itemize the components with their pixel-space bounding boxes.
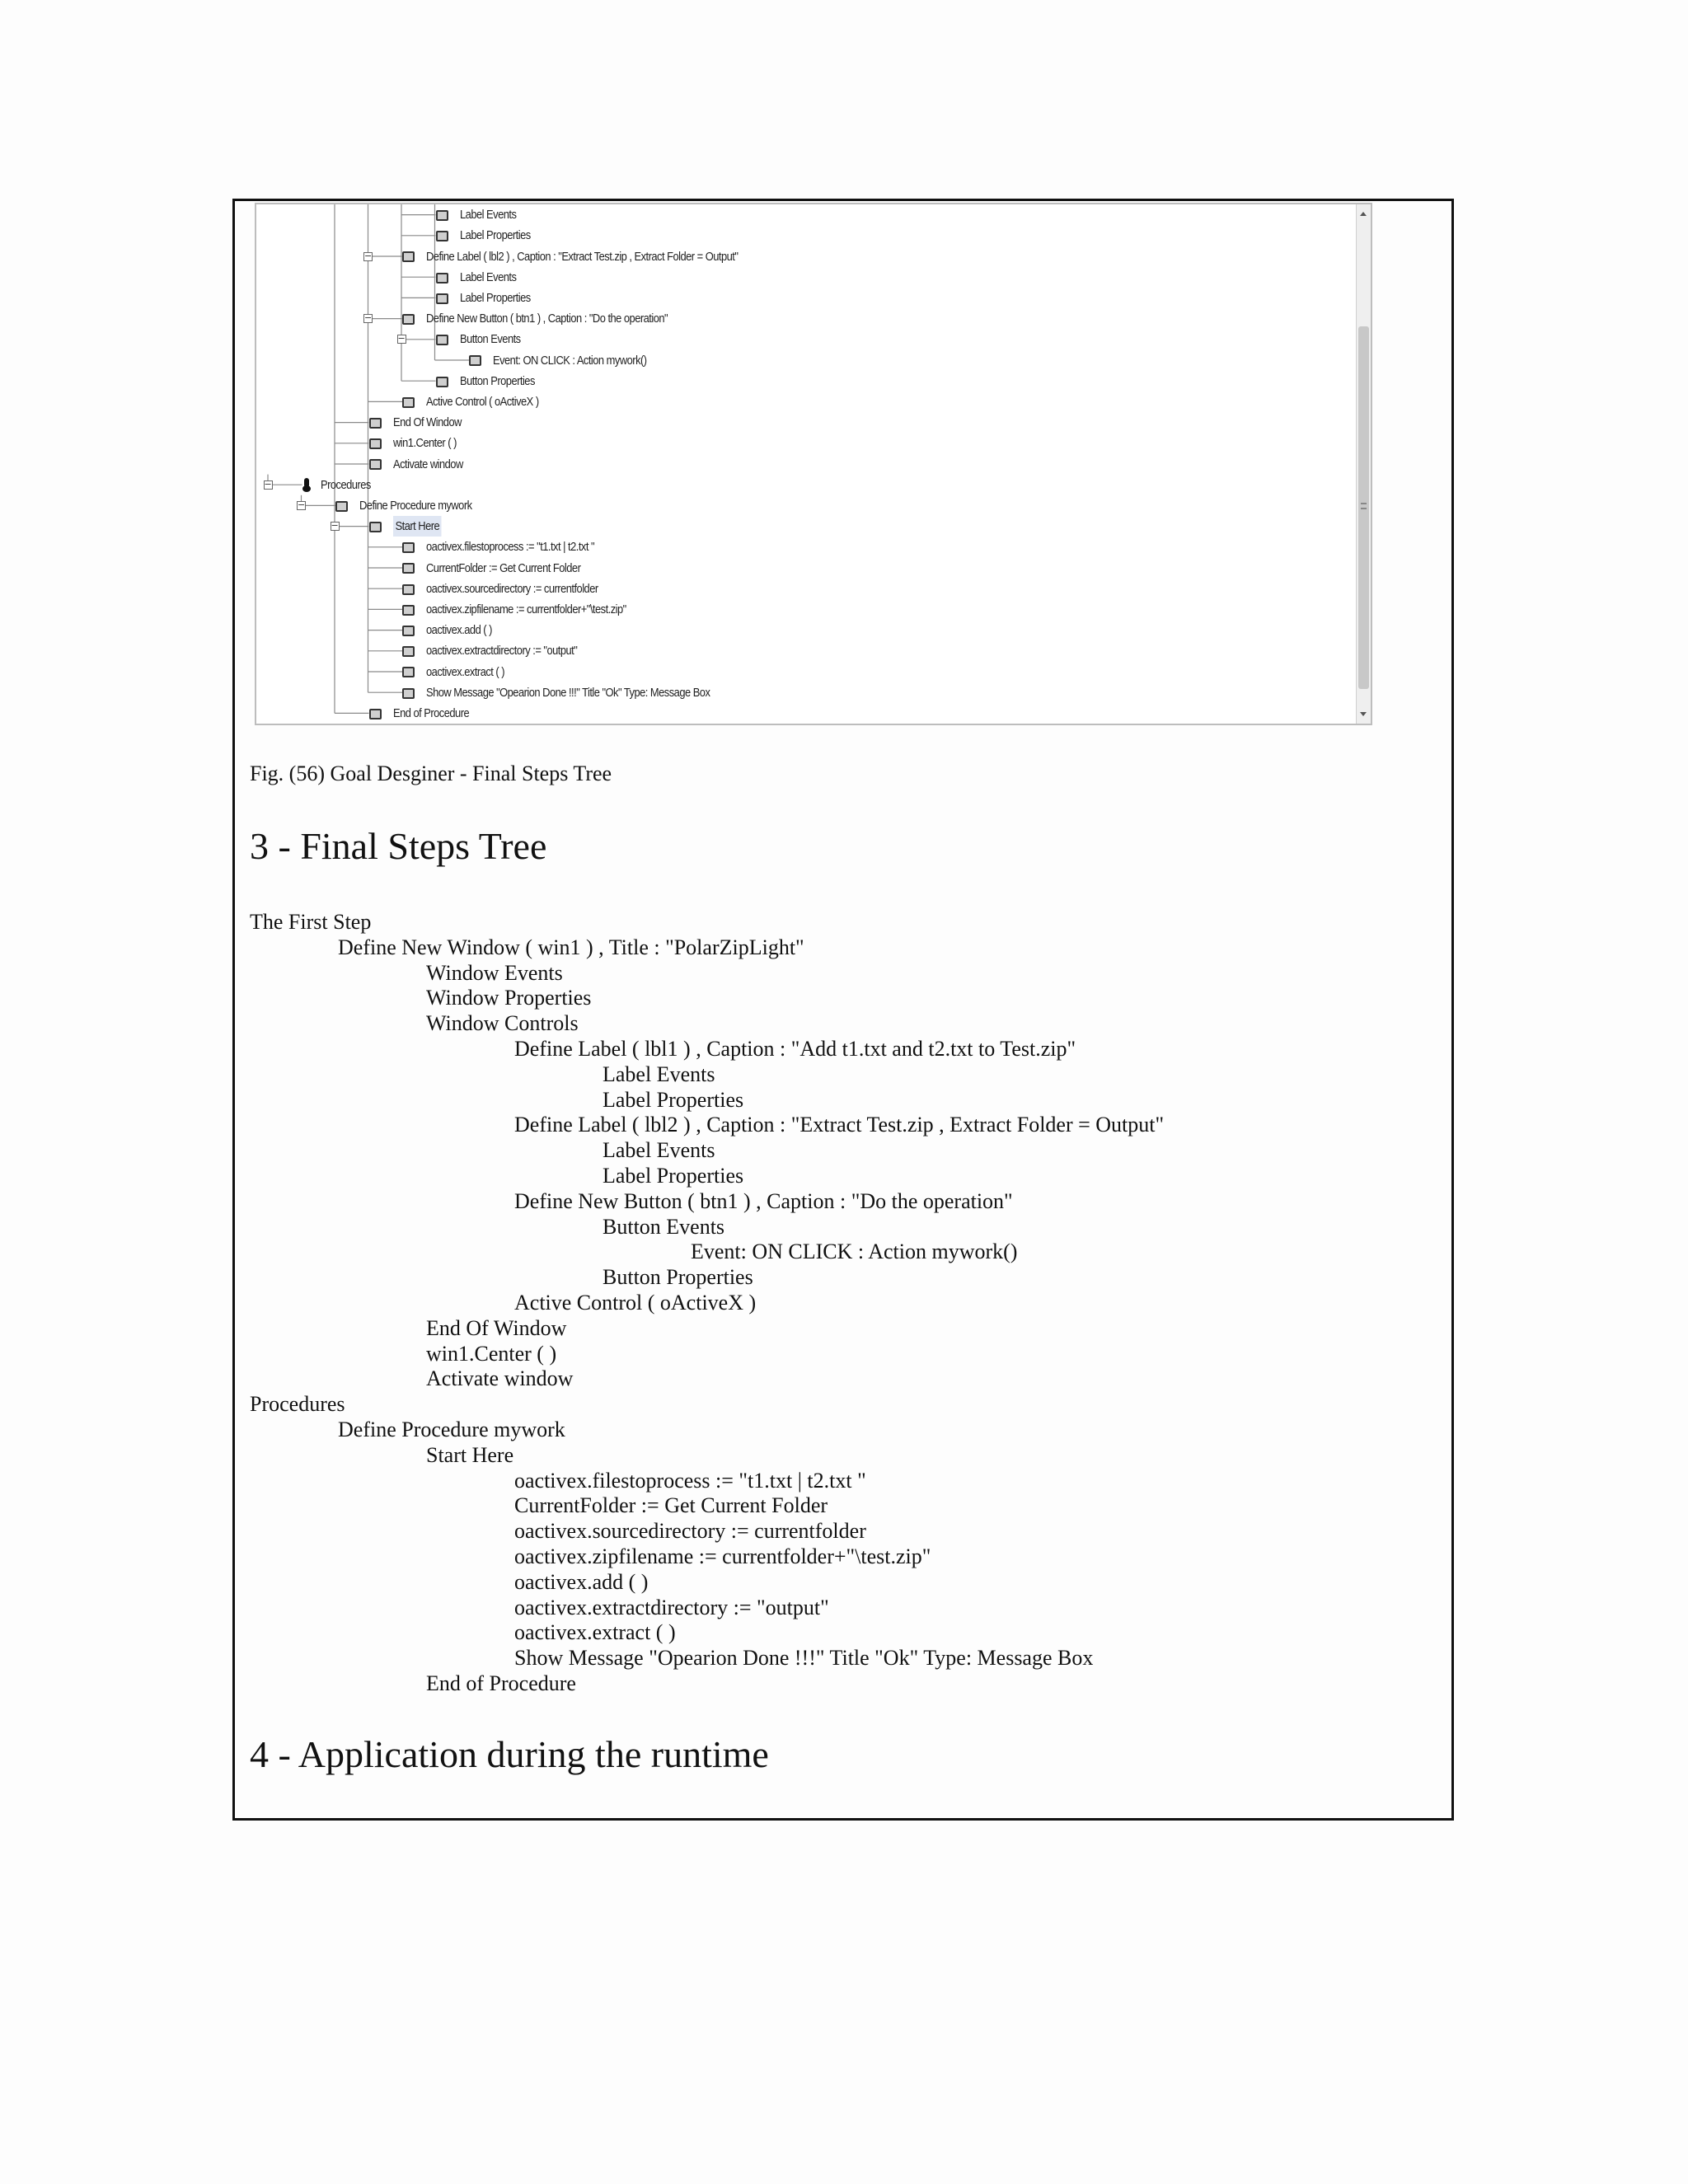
step-line: oactivex.extract ( ) (514, 1620, 676, 1645)
tree-item-label: CurrentFolder := Get Current Folder (426, 560, 581, 575)
tree-item-label: Define Label ( lbl2 ) , Caption : "Extract Test.zip , Extract Folder = Output" (426, 249, 738, 264)
steps-tree-screenshot (255, 203, 1372, 725)
tree-item[interactable] (436, 204, 526, 225)
collapse-toggle-icon[interactable]: − (331, 520, 339, 532)
tree-node-icon (402, 251, 415, 262)
tree-node-icon (402, 563, 415, 574)
tree-item[interactable] (402, 308, 707, 329)
step-line: Button Properties (603, 1265, 753, 1290)
tree-item[interactable] (436, 329, 531, 349)
tree-item[interactable] (436, 288, 542, 308)
tree-node-icon (369, 418, 382, 429)
vertical-scrollbar[interactable] (1356, 204, 1371, 724)
section-heading-final-steps-tree: 3 - Final Steps Tree (250, 825, 547, 867)
step-line: Label Events (603, 1138, 715, 1163)
tree-node-icon (369, 459, 382, 470)
document-frame (232, 199, 1454, 1821)
scroll-up-arrow-icon[interactable] (1360, 212, 1367, 216)
procedures-folder-icon (302, 478, 311, 493)
tree-item-label: oactivex.zipfilename := currentfolder+"\test.zip" (426, 602, 626, 616)
step-line: oactivex.zipfilename := currentfolder+"\test.zip" (514, 1544, 931, 1568)
tree-item[interactable] (402, 620, 503, 640)
step-line: Define New Button ( btn1 ) , Caption : "Do the operation" (514, 1188, 1013, 1213)
tree-node-icon (402, 397, 415, 408)
step-line: Procedures (250, 1392, 345, 1417)
tree-item-label: Label Properties (459, 228, 531, 243)
tree-item[interactable] (369, 516, 449, 537)
tree-node-icon (369, 522, 382, 532)
tree-item[interactable] (402, 537, 621, 557)
tree-item-label: oactivex.extract ( ) (426, 664, 505, 679)
tree-node-icon (402, 584, 415, 595)
tree-item-label: Start Here (393, 516, 442, 537)
tree-item[interactable] (402, 682, 756, 703)
tree-item[interactable] (302, 475, 379, 495)
tree-item-label: Define Procedure mywork (359, 498, 472, 513)
tree-item[interactable] (369, 433, 467, 453)
step-line: Label Events (603, 1062, 715, 1086)
tree-node-icon (469, 355, 481, 366)
step-line: End Of Window (426, 1315, 567, 1340)
tree-item-label: End of Procedure (392, 705, 469, 720)
tree-item-label: oactivex.add ( ) (426, 623, 492, 638)
tree-node-icon (402, 688, 415, 699)
tree-node-icon (402, 646, 415, 657)
tree-item[interactable] (369, 412, 472, 433)
tree-node-icon (436, 335, 448, 345)
tree-item-label: End Of Window (392, 415, 462, 430)
tree-item[interactable] (335, 495, 490, 516)
tree-node-icon (436, 231, 448, 241)
step-line: Window Events (426, 960, 563, 985)
collapse-toggle-icon[interactable]: − (264, 478, 272, 490)
tree-item-label: oactivex.filestoprocess := "t1.txt | t2.txt " (426, 540, 595, 555)
tree-item-label: Show Message "Opearion Done !!!" Title "Ok" Type: Message Box (426, 685, 710, 700)
section-heading-application-runtime: 4 - Application during the runtime (250, 1733, 769, 1775)
tree-item-label: Procedures (320, 477, 371, 492)
step-line: Label Properties (603, 1087, 744, 1112)
scroll-down-arrow-icon[interactable] (1360, 712, 1367, 716)
step-line: End of Procedure (426, 1671, 576, 1695)
tree-item[interactable] (469, 350, 672, 371)
step-line: Active Control ( oActiveX ) (514, 1291, 757, 1315)
tree-item[interactable] (436, 371, 547, 391)
step-line: win1.Center ( ) (426, 1341, 557, 1366)
step-line: Window Properties (426, 986, 592, 1010)
step-line: Define Procedure mywork (338, 1418, 565, 1441)
step-line: CurrentFolder := Get Current Folder (514, 1493, 828, 1518)
tree-node-icon (436, 273, 448, 284)
tree-item[interactable] (402, 640, 602, 661)
tree-item[interactable] (402, 558, 606, 579)
tree-node-icon (436, 210, 448, 221)
step-line: The First Step (250, 910, 372, 934)
step-line: Show Message "Opearion Done !!!" Title "Ok" Type: Message Box (514, 1646, 1094, 1671)
tree-node-icon (436, 293, 448, 304)
tree-node-icon (402, 626, 415, 636)
step-line: Define Label ( lbl1 ) , Caption : "Add t1.txt and t2.txt to Test.zip" (514, 1037, 1076, 1061)
tree-item-label: Activate window (392, 457, 463, 471)
tree-node-icon (335, 501, 348, 512)
tree-node-icon (402, 314, 415, 325)
tree-item[interactable] (402, 246, 789, 267)
tree-item[interactable] (436, 225, 542, 246)
tree-item-label: Button Properties (459, 373, 535, 388)
step-line: oactivex.add ( ) (514, 1569, 649, 1594)
figure-caption: Fig. (56) Goal Desginer - Final Steps Tree (250, 762, 612, 785)
tree-node-icon (369, 709, 382, 719)
tree-item-label: Button Events (459, 332, 521, 347)
step-line: Window Controls (426, 1011, 579, 1036)
tree-node-icon (436, 377, 448, 387)
step-line: oactivex.sourcedirectory := currentfolder (514, 1519, 866, 1544)
tree-item-label: oactivex.sourcedirectory := currentfolder (426, 581, 598, 596)
scrollbar-grip-icon (1361, 503, 1367, 509)
step-line: Start Here (426, 1442, 514, 1467)
tree-item[interactable] (402, 579, 626, 599)
tree-item-label: Event: ON CLICK : Action mywork() (493, 353, 647, 368)
tree-item-label: win1.Center ( ) (392, 436, 457, 451)
tree-item[interactable] (402, 662, 518, 682)
collapse-toggle-icon[interactable]: − (298, 499, 306, 510)
tree-item[interactable] (402, 391, 557, 412)
tree-item-label: oactivex.extractdirectory := "output" (426, 644, 578, 658)
tree-item[interactable] (369, 703, 481, 724)
collapse-toggle-icon[interactable]: − (364, 250, 373, 261)
tree-item-label: Active Control ( oActiveX ) (426, 394, 539, 409)
step-line: Button Events (603, 1214, 725, 1239)
collapse-toggle-icon[interactable]: − (397, 333, 406, 344)
step-line: Label Properties (603, 1164, 744, 1188)
tree-item-label: Label Properties (459, 290, 531, 305)
tree-item-label: Define New Button ( btn1 ) , Caption : "Do the operation" (426, 312, 668, 326)
tree-node-icon (402, 667, 415, 677)
tree-node-icon (402, 605, 415, 616)
step-line: oactivex.extractdirectory := "output" (514, 1595, 829, 1619)
tree-node-icon (369, 438, 382, 449)
collapse-toggle-icon[interactable]: − (364, 312, 373, 324)
tree-item-label: Label Events (459, 269, 516, 284)
step-line: Define Label ( lbl2 ) , Caption : "Extract Test.zip , Extract Folder = Output" (514, 1113, 1165, 1137)
tree-item[interactable] (402, 599, 659, 620)
tree-item[interactable] (436, 267, 526, 288)
step-line: Activate window (426, 1366, 574, 1391)
tree-node-icon (402, 542, 415, 553)
step-line: oactivex.filestoprocess := "t1.txt | t2.txt " (514, 1468, 866, 1493)
step-line: Define New Window ( win1 ) , Title : "PolarZipLight" (338, 935, 804, 959)
tree-item-label: Label Events (459, 208, 516, 223)
tree-item[interactable] (369, 454, 475, 475)
step-line: Event: ON CLICK : Action mywork() (691, 1240, 1018, 1264)
